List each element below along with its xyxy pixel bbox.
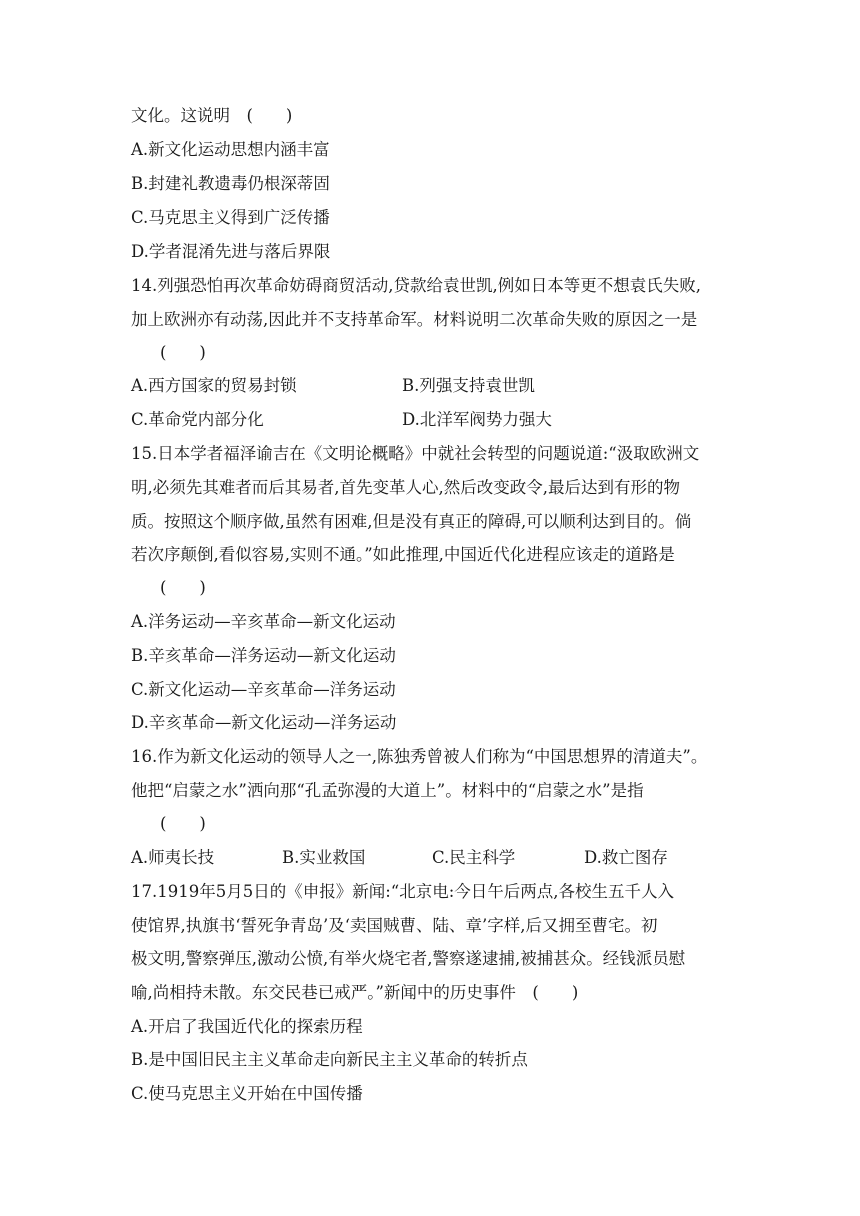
q15-answer-paren: ( ) — [160, 578, 206, 597]
q16-stem-line-2: 他把“启蒙之水”洒向那“孔孟弥漫的大道上”。材料中的“启蒙之水”是指 — [131, 781, 644, 800]
q17-stem-line-1: 17.1919年5月5日的《申报》新闻:“北京电:今日午后两点,各校生五千人入 — [131, 882, 675, 901]
q15-stem-line-3: 质。按照这个顺序做,虽然有困难,但是没有真正的障碍,可以顺利达到目的。倘 — [131, 512, 692, 531]
q15-option-d: D.辛亥革命—新文化运动—洋务运动 — [131, 713, 397, 732]
q17-option-c: C.使马克思主义开始在中国传播 — [131, 1084, 363, 1103]
q15-stem-line-2: 明,必须先其难者而后其易者,首先变革人心,然后改变政令,最后达到有形的物 — [131, 478, 680, 497]
q16-option-d: D.救亡图存 — [584, 848, 668, 867]
q17-option-b: B.是中国旧民主主义革命走向新民主主义革命的转折点 — [131, 1050, 528, 1069]
q15-option-b: B.辛亥革命—洋务运动—新文化运动 — [131, 646, 396, 665]
q17-stem-line-2: 使馆界,执旗书‘誓死争青岛’及‘卖国贼曹、陆、章’字样,后又拥至曹宅。初 — [131, 916, 658, 935]
q13-option-c: C.马克思主义得到广泛传播 — [131, 208, 330, 227]
q17-option-a: A.开启了我国近代化的探索历程 — [131, 1017, 363, 1036]
q15-option-a: A.洋务运动—辛亥革命—新文化运动 — [131, 612, 396, 631]
q14-answer-paren: ( ) — [160, 343, 206, 362]
q14-stem-line-1: 14.列强恐怕再次革命妨碍商贸活动,贷款给袁世凯,例如日本等更不想袁氏失败, — [131, 276, 701, 295]
q13-option-b: B.封建礼教遗毒仍根深蒂固 — [131, 174, 330, 193]
q16-answer-paren: ( ) — [160, 814, 206, 833]
q14-option-b: B.列强支持袁世凯 — [402, 376, 535, 395]
q16-option-b: B.实业救国 — [282, 848, 366, 867]
q15-stem-line-4: 若次序颠倒,看似容易,实则不通。”如此推理,中国近代化进程应该走的道路是 — [131, 545, 675, 564]
q17-stem-line-4: 喻,尚相持未散。东交民巷已戒严。”新闻中的历史事件 ( ) — [131, 983, 579, 1002]
q15-option-c: C.新文化运动—辛亥革命—洋务运动 — [131, 680, 396, 699]
q16-option-c: C.民主科学 — [432, 848, 516, 867]
q13-stem-tail: 文化。这说明 ( ) — [131, 106, 293, 125]
q16-option-a: A.师夷长技 — [131, 848, 215, 867]
q14-option-c: C.革命党内部分化 — [131, 410, 264, 429]
q13-option-d: D.学者混淆先进与落后界限 — [131, 242, 331, 261]
q15-stem-line-1: 15.日本学者福泽谕吉在《文明论概略》中就社会转型的问题说道:“汲取欧洲文 — [131, 444, 700, 463]
q13-option-a: A.新文化运动思想内涵丰富 — [131, 140, 330, 159]
q14-stem-line-2: 加上欧洲亦有动荡,因此并不支持革命军。材料说明二次革命失败的原因之一是 — [131, 310, 698, 329]
q14-option-d: D.北洋军阀势力强大 — [402, 410, 552, 429]
q17-stem-line-3: 极文明,警察弹压,激动公愤,有举火烧宅者,警察遂逮捕,被捕甚众。经钱派员慰 — [131, 949, 686, 968]
q16-stem-line-1: 16.作为新文化运动的领导人之一,陈独秀曾被人们称为“中国思想界的清道夫”。 — [131, 747, 708, 766]
q14-option-a: A.西方国家的贸易封锁 — [131, 376, 297, 395]
